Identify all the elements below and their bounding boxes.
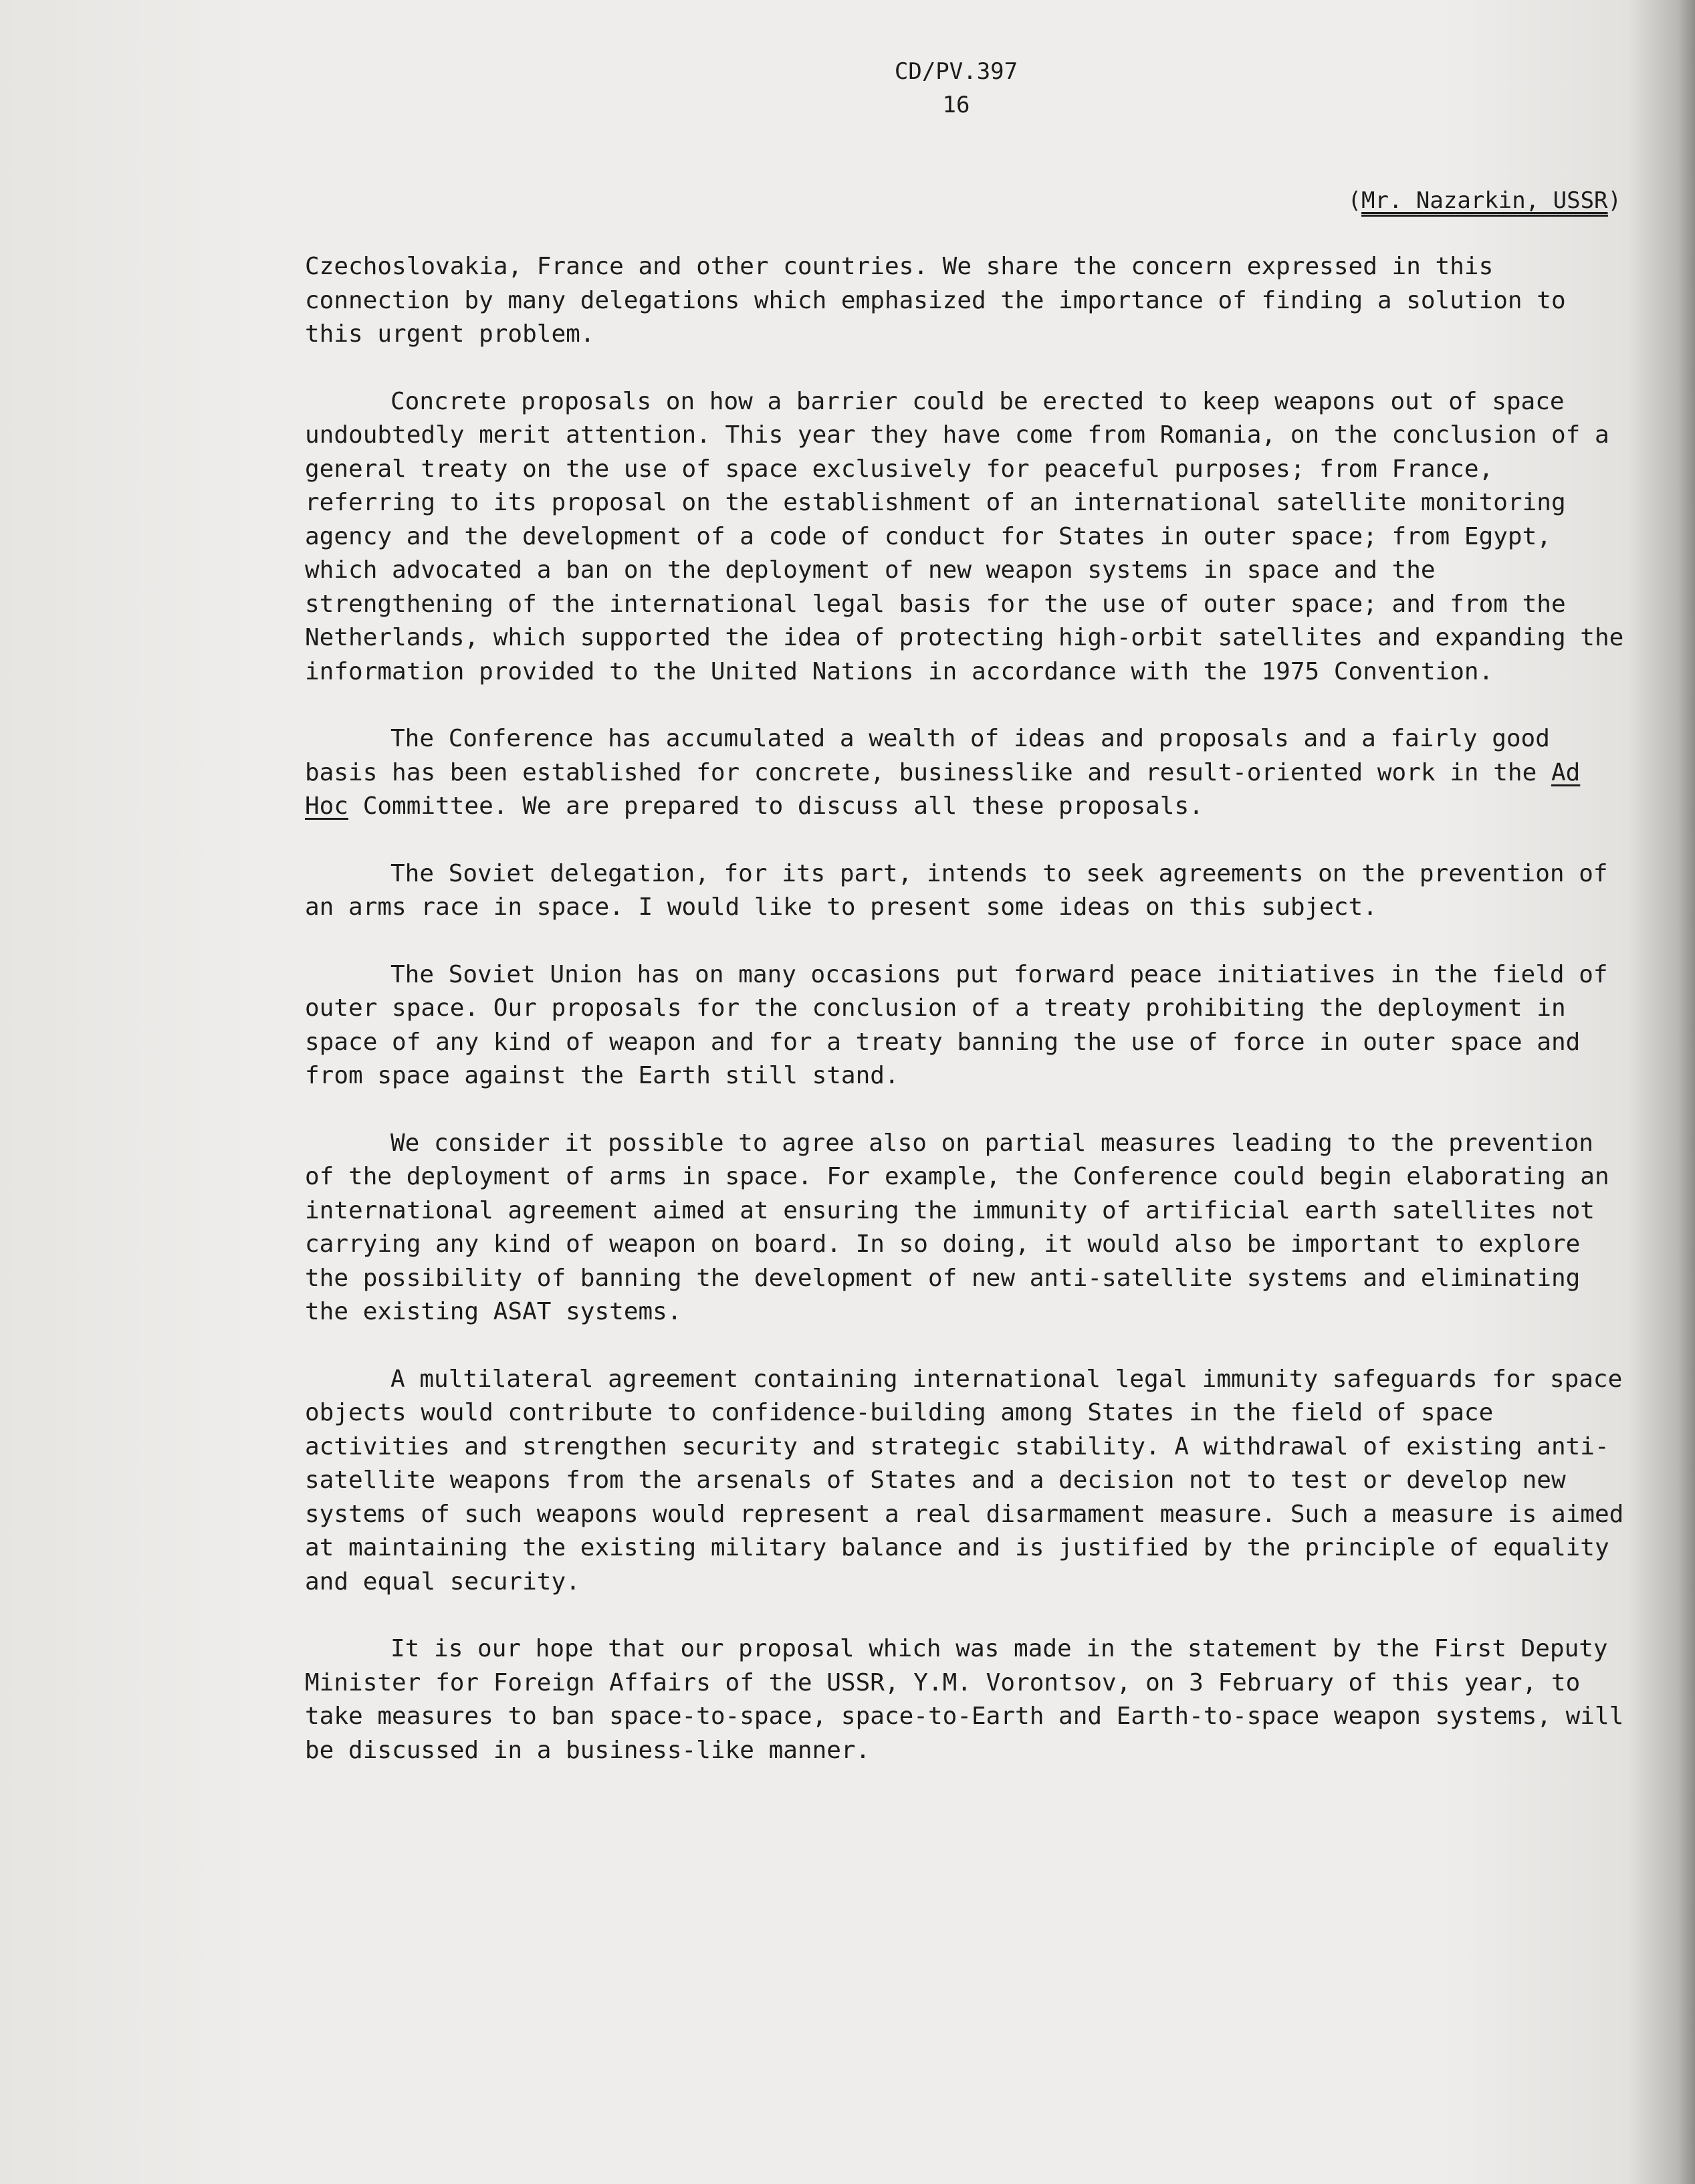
paragraph-3-text-a: The Conference has accumulated a wealth of ideas and proposals and a fairly good basis has been established for concrete, businesslike and result-oriented work in the (305, 725, 1551, 786)
paragraph-2: Concrete proposals on how a barrier could be erected to keep weapons out of space undoubtedly merit attention. This year they have come from Romania, on the conclusion of a general treaty on the use of space exclusively for peaceful purposes; from France, referring to its proposal on the establishment of an international satellite monitoring agency and the development of a code of conduct for States in outer space; from Egypt, which advocated a ban on the deployment of new weapon systems in space and the strengthening of the international legal basis for the use of outer space; and from the Netherlands, which supported the idea of protecting high-orbit satellites and expanding the information provided to the United Nations in accordance with the 1975 Convention. (305, 387, 1624, 685)
paragraph-6: We consider it possible to agree also on partial measures leading to the prevention of the deployment of arms in space. For example, the Conference could begin elaborating an international agreement aimed at ensuring the immunity of artificial earth satellites not carrying any kind of weapon on board. In so doing, it would also be important to explore the possibility of banning the development of new anti-satellite systems and eliminating the existing ASAT systems. (305, 1129, 1609, 1325)
paragraph-1: Czechoslovakia, France and other countries. We share the concern expressed in this connection by many delegations which emphasized the importance of finding a solution to this urgent problem. (305, 253, 1566, 348)
paragraph-3 (305, 722, 1635, 824)
paragraph-4: The Soviet delegation, for its part, intends to seek agreements on the prevention of an arms race in space. I would like to present some ideas on this subject. (305, 859, 1608, 921)
speaker-name: Mr. Nazarkin, USSR (1361, 187, 1607, 217)
page-header (822, 55, 1090, 122)
speaker-label: (Mr. Nazarkin, USSR) (1348, 186, 1621, 215)
paragraph-8: It is our hope that our proposal which was made in the statement by the First Deputy Minister for Foreign Affairs of the USSR, Y.M. Vorontsov, on 3 February of this year, to take measures to ban space-to-space, space-to-Earth and Earth-to-space weapon systems, will be discussed in a business-like manner. (305, 1635, 1624, 1764)
paragraph-7: A multilateral agreement containing international legal immunity safeguards for space objects would contribute to confidence-building among States in the field of space activities and strengthen security and strategic stability. A withdrawal of existing anti-satellite weapons from the arsenals of States and a decision not to test or develop new systems of such weapons would represent a real disarmament measure. Such a measure is aimed at maintaining the existing military balance and is justified by the principle of equality and equal security. (305, 1365, 1624, 1596)
document-body (305, 250, 1635, 1801)
page-number: 16 (942, 92, 970, 118)
paragraph-3-text-b: Committee. We are prepared to discuss all these proposals. (348, 792, 1204, 820)
paragraph-5: The Soviet Union has on many occasions put forward peace initiatives in the field of outer space. Our proposals for the conclusion of a treaty prohibiting the deployment in space of any kind of weapon and for a treaty banning the use of force in outer space and from space against the Earth still stand. (305, 960, 1608, 1089)
document-id: CD/PV.397 (894, 58, 1018, 85)
ad-hoc-underlined: Ad Hoc (305, 758, 1581, 820)
